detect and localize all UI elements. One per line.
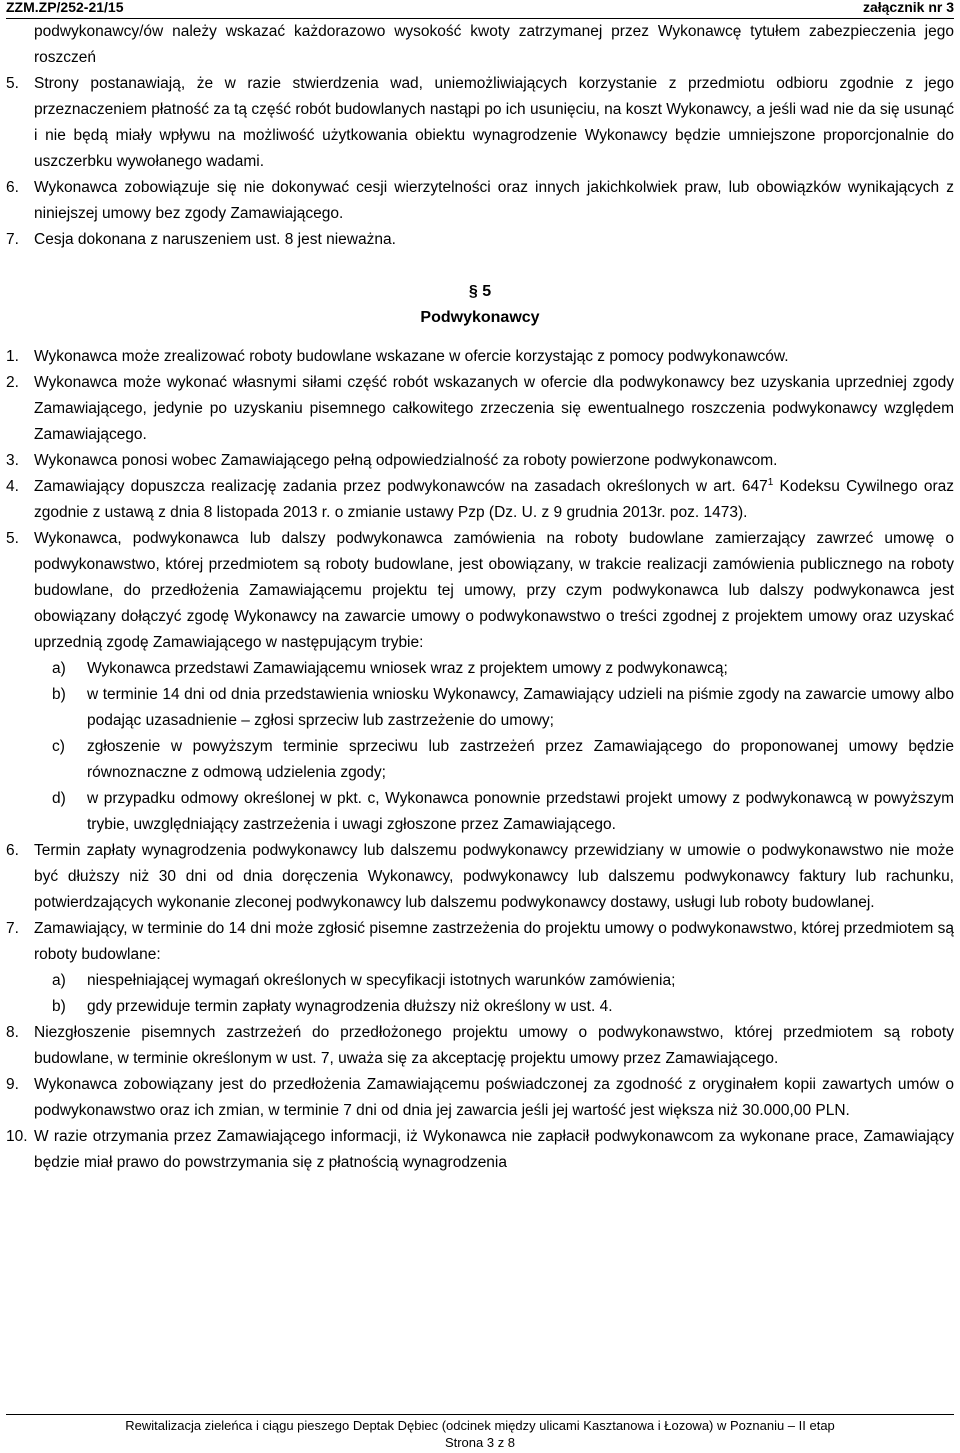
- list-item: [6, 175, 954, 227]
- sub-item: [6, 682, 954, 734]
- item-number: 5.: [6, 530, 19, 547]
- page-footer: [6, 1414, 954, 1451]
- item-text: Termin zapłaty wynagrodzenia podwykonawcy lub dalszemu podwykonawcy przewidziany w umowie o podwykonawstwo nie może być dłuższy niż 30 dni od dnia doręczenia Wykonawcy, podwykonawcy lub dalszemu podwykonawcy faktury lub rachunku, potwierdzających wykonanie zleconej podwykonawcy lub dalszemu podwykonawcy dostawy, usługi lub roboty budowlanej.: [34, 842, 954, 911]
- sub-item: [6, 656, 954, 682]
- list-item: [6, 838, 954, 916]
- item-text: Wykonawca zobowiązuje się nie dokonywać cesji wierzytelności oraz innych jakichkolwiek praw, lub obowiązków wynikających z niniejszej umowy bez zgody Zamawiającego.: [34, 179, 954, 222]
- spacer: [6, 253, 954, 279]
- sub-item-text: gdy przewiduje termin zapłaty wynagrodzenia dłuższy niż określony w ust. 4.: [87, 998, 613, 1015]
- item-text: Wykonawca ponosi wobec Zamawiającego pełną odpowiedzialność za roboty powierzone podwykonawcom.: [34, 452, 778, 469]
- item-text: Cesja dokonana z naruszeniem ust. 8 jest nieważna.: [34, 231, 396, 248]
- sub-item-text: w przypadku odmowy określonej w pkt. c, Wykonawca ponownie przedstawi projekt umowy z podwykonawcą w powyższym trybie, uwzględniający zastrzeżenia i uwagi zgłoszone przez Zamawiającego.: [87, 790, 954, 833]
- list-item: [6, 474, 954, 526]
- sub-item-text: w terminie 14 dni od dnia przedstawienia wniosku Wykonawcy, Zamawiający udzieli na piśmie zgody na zawarcie umowy albo podając uzasadnienie – zgłosi sprzeciw lub zastrzeżenie do umowy;: [87, 686, 954, 729]
- sub-item-letter: b): [52, 998, 66, 1015]
- list-item: [6, 71, 954, 175]
- continuation-paragraph: podwykonawcy/ów należy wskazać każdorazowo wysokość kwoty zatrzymanej przez Wykonawcę tytułem zabezpieczenia jego roszczeń: [34, 23, 954, 66]
- page-header: [6, 0, 954, 19]
- item-number: 4.: [6, 478, 19, 495]
- sub-item: [6, 994, 954, 1020]
- sub-item-letter: a): [52, 972, 66, 989]
- item-text: Wykonawca może wykonać własnymi siłami część robót wskazanych w ofercie dla podwykonawcy bez uzyskania uprzedniej zgody Zamawiającego, jedynie po uzyskaniu pisemnego całkowitego zrzeczenia się ewentualnego roszczenia podwykonawcy względem Zamawiającego.: [34, 374, 954, 443]
- sub-item-letter: d): [52, 790, 66, 807]
- item-text: Wykonawca, podwykonawca lub dalszy podwykonawca zamówienia na roboty budowlane zamierzający zawrzeć umowę o podwykonawstwo, której przedmiotem są roboty budowlane, jest obowiązany, w trakcie realizacji zamówienia publicznego na roboty budowlane, do przedłożenia Zamawiającemu projektu tej umowy, przy czym podwykonawca lub dalszy podwykonawca jest obowiązany dołączyć zgodę Wykonawcy na zawarcie umowy o podwykonawstwo o treści zgodnej z projektem umowy oraz uzyskać uprzednią zgodę Zamawiającego w następującym trybie:: [34, 530, 954, 651]
- list-item: [6, 448, 954, 474]
- item-number: 6.: [6, 179, 19, 196]
- item-text: W razie otrzymania przez Zamawiającego informacji, iż Wykonawca nie zapłacił podwykonawcom za wykonane prace, Zamawiający będzie miał prawo do powstrzymania się z płatnością wynagrodzenia: [34, 1128, 954, 1171]
- item-text: Zamawiający, w terminie do 14 dni może zgłosić pisemne zastrzeżenia do projektu umowy o podwykonawstwo, której przedmiotem są roboty budowlane:: [34, 920, 954, 963]
- footer-project-title: Rewitalizacja zieleńca i ciągu pieszego Deptak Dębiec (odcinek między ulicami Kasztanowa i Łozowa) w Poznaniu – II etap: [125, 1418, 835, 1433]
- spacer: [6, 331, 954, 344]
- sub-item-letter: b): [52, 686, 66, 703]
- item-number: 1.: [6, 348, 19, 365]
- sub-item-letter: a): [52, 660, 66, 677]
- sub-item: [6, 968, 954, 994]
- item-number: 5.: [6, 75, 19, 92]
- item-number: 2.: [6, 374, 19, 391]
- list-item: [6, 227, 954, 253]
- sub-item-text: Wykonawca przedstawi Zamawiającemu wniosek wraz z projektem umowy z podwykonawcą;: [87, 660, 728, 677]
- sub-item: [6, 786, 954, 838]
- item-number: 8.: [6, 1024, 19, 1041]
- item-text: Wykonawca może zrealizować roboty budowlane wskazane w ofercie korzystając z pomocy podwykonawców.: [34, 348, 789, 365]
- item-number: 6.: [6, 842, 19, 859]
- page-number: Strona 3 z 8: [444, 1435, 516, 1450]
- item-text: Wykonawca zobowiązany jest do przedłożenia Zamawiającemu poświadczonej za zgodność z oryginałem kopii zawartych umów o podwykonawstwo oraz ich zmian, w terminie 7 dni od dnia jej zawarcia jeśli jej wartość jest większa niż 30.000,00 PLN.: [34, 1076, 954, 1119]
- item-text: Zamawiający dopuszcza realizację zadania przez podwykonawców na zasadach określonych w art. 647: [34, 478, 768, 495]
- list-item: [6, 1072, 954, 1124]
- item-number: 7.: [6, 231, 19, 248]
- section-title: Podwykonawcy: [420, 309, 540, 326]
- list-item: [6, 916, 954, 968]
- sub-item-text: zgłoszenie w powyższym terminie sprzeciwu lub zastrzeżeń przez Zamawiającego do proponowanej umowy będzie równoznaczne z odmową udzielenia zgody;: [87, 738, 954, 781]
- item-number: 3.: [6, 452, 19, 469]
- item-text-continued: Kodeksu Cywilnego oraz zgodnie z ustawą z dnia 8 listopada 2013 r. o zmianie ustawy Pzp (Dz. U. z 9 grudnia 2013r. poz. 1473).: [34, 478, 954, 521]
- document-body: [6, 19, 954, 1176]
- item-text: Strony postanawiają, że w razie stwierdzenia wad, uniemożliwiających korzystanie z przedmiotu odbioru zgodnie z jego przeznaczeniem płatność za tą część robót budowlanych nastąpi po ich usunięciu, na koszt Wykonawcy, a jeśli wad nie da się usunąć i nie będą miały wpływu na możliwość użytkowania obiektu wynagrodzenie Wykonawcy będzie umniejszone proporcjonalnie do uszczerbku wywołanego wadami.: [34, 75, 954, 170]
- list-item: [6, 526, 954, 656]
- item-text: Niezgłoszenie pisemnych zastrzeżeń do przedłożonego projektu umowy o podwykonawstwo, której przedmiotem są roboty budowlane, w terminie określonym w ust. 7, uważa się za akceptację projektu umowy przez Zamawiającego.: [34, 1024, 954, 1067]
- attachment-label: załącznik nr 3: [862, 0, 954, 15]
- sub-item: [6, 734, 954, 786]
- item-number: 7.: [6, 920, 19, 937]
- list-item: [6, 344, 954, 370]
- list-item: [6, 370, 954, 448]
- list-item: [6, 1124, 954, 1176]
- item-number: 10.: [6, 1128, 28, 1145]
- list-item: [6, 1020, 954, 1072]
- section-number: § 5: [468, 283, 492, 300]
- sub-item-letter: c): [52, 738, 65, 755]
- superscript: 1: [767, 476, 774, 488]
- sub-item-text: niespełniającej wymagań określonych w specyfikacji istotnych warunków zamówienia;: [87, 972, 676, 989]
- item-number: 9.: [6, 1076, 19, 1093]
- document-reference: ZZM.ZP/252-21/15: [6, 0, 124, 15]
